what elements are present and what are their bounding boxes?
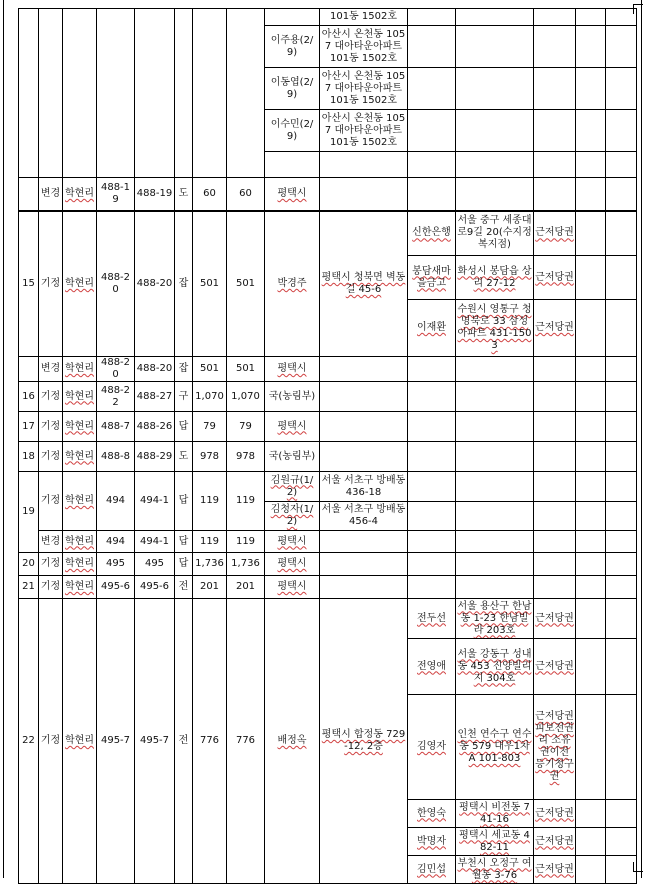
- right-type: 근저당권: [534, 599, 576, 639]
- land-category: 도: [175, 442, 193, 472]
- row-kind: 기정: [39, 442, 63, 472]
- new-lot: 495-7: [135, 599, 175, 884]
- ri-name: 학현리: [63, 472, 97, 531]
- row-kind: 기정: [39, 553, 63, 576]
- parcel-number: 15: [19, 211, 39, 357]
- table-row: [19, 412, 637, 442]
- new-lot: 488-26: [135, 412, 175, 442]
- land-category: 답: [175, 531, 193, 553]
- area-before: 201: [193, 576, 227, 599]
- area-before: 501: [193, 357, 227, 382]
- parcel-number: 21: [19, 576, 39, 599]
- right-holder-address: 수원시 영통구 청명북로 33 삼성아파트 431-1503: [456, 300, 534, 357]
- right-type: 근저당권: [534, 800, 576, 828]
- area-after: 1,070: [227, 382, 265, 412]
- area-before: 1,070: [193, 382, 227, 412]
- row-kind: 기정: [39, 211, 63, 357]
- area-after: 119: [227, 472, 265, 531]
- old-lot: 488-19: [97, 178, 135, 211]
- owner-name: 이동엽(2/9): [265, 68, 320, 110]
- ri-name: 학현리: [63, 553, 97, 576]
- old-lot: 495-7: [97, 599, 135, 884]
- owner-name: 평택시: [265, 357, 320, 382]
- parcel-number: 19: [19, 472, 39, 553]
- new-lot: 494-1: [135, 472, 175, 531]
- land-category: 답: [175, 553, 193, 576]
- owner-name: 평택시: [265, 576, 320, 599]
- ri-name: 학현리: [63, 576, 97, 599]
- new-lot: 494-1: [135, 531, 175, 553]
- row-kind: 기정: [39, 599, 63, 884]
- right-holder-address: 서울 용산구 한남동 1-23 한남빌라 203호: [456, 599, 534, 639]
- area-after: 60: [227, 178, 265, 211]
- right-margin-line: [641, 0, 642, 878]
- area-before: 60: [193, 178, 227, 211]
- row-kind: 기정: [39, 472, 63, 531]
- area-before: 79: [193, 412, 227, 442]
- new-lot: 488-20: [135, 211, 175, 357]
- land-category: 전: [175, 576, 193, 599]
- new-lot: 488-19: [135, 178, 175, 211]
- owner-address: 서울 서초구 방배동 456-4: [320, 502, 408, 531]
- area-after: 119: [227, 531, 265, 553]
- ri-name: 학현리: [63, 211, 97, 357]
- corner-mark-top-right-h: [633, 4, 643, 5]
- ri-name: 학현리: [63, 599, 97, 884]
- owner-address: 아산시 온천동 1057 대아타운아파트 101동 1502호: [320, 26, 408, 68]
- right-holder: 김민섭: [408, 856, 456, 884]
- right-holder: 신한은행: [408, 211, 456, 256]
- table-row: [19, 211, 637, 256]
- table-row: [19, 357, 637, 382]
- row-kind: 변경: [39, 531, 63, 553]
- ri-name: 학현리: [63, 382, 97, 412]
- owner-name: 이수민(2/9): [265, 110, 320, 152]
- table-row: [19, 9, 637, 26]
- area-before: 501: [193, 211, 227, 357]
- area-before: 1,736: [193, 553, 227, 576]
- parcel-number: 16: [19, 382, 39, 412]
- new-lot: 495: [135, 553, 175, 576]
- land-category: 잡: [175, 357, 193, 382]
- area-after: 201: [227, 576, 265, 599]
- ri-name: 학현리: [63, 531, 97, 553]
- ri-name: 학현리: [63, 178, 97, 211]
- right-type: 근저당권: [534, 639, 576, 695]
- right-holder-address: 화성시 봉담읍 상리 27-12: [456, 256, 534, 300]
- old-lot: 495-6: [97, 576, 135, 599]
- table-row: [19, 576, 637, 599]
- table-row: [19, 442, 637, 472]
- owner-address: 평택시 합정동 729-12, 2층: [320, 599, 408, 884]
- right-holder: 김영자: [408, 695, 456, 800]
- owner-name: 국(농림부): [265, 442, 320, 472]
- old-lot: 488-20: [97, 211, 135, 357]
- right-holder-address: 서울 강동구 성내동 453 진양빌리지 304호: [456, 639, 534, 695]
- right-holder: 한영숙: [408, 800, 456, 828]
- row-kind: 기정: [39, 412, 63, 442]
- right-holder: 이재환: [408, 300, 456, 357]
- right-holder-address: 부천시 오정구 여월동 3-76: [456, 856, 534, 884]
- right-holder-address: 인천 연수구 연수동 579 대우1차A 101-803: [456, 695, 534, 800]
- parcel-number: 22: [19, 599, 39, 884]
- owner-name: 국(농림부): [265, 382, 320, 412]
- right-type: 근저당권 피보전권리 소유권이전 등기청구권: [534, 695, 576, 800]
- right-holder: 전두선: [408, 599, 456, 639]
- right-holder: 봉담새마을금고: [408, 256, 456, 300]
- area-after: 1,736: [227, 553, 265, 576]
- land-category: 구: [175, 382, 193, 412]
- table-row: [19, 178, 637, 211]
- right-holder-address: 평택시 비전동 741-16: [456, 800, 534, 828]
- right-type: 근저당권: [534, 828, 576, 856]
- area-after: 978: [227, 442, 265, 472]
- new-lot: 488-29: [135, 442, 175, 472]
- old-lot: 488-20: [97, 357, 135, 382]
- parcel-number: 20: [19, 553, 39, 576]
- area-before: 776: [193, 599, 227, 884]
- right-type: 근저당권: [534, 300, 576, 357]
- new-lot: 488-27: [135, 382, 175, 412]
- row-kind: 변경: [39, 357, 63, 382]
- area-after: 501: [227, 357, 265, 382]
- ri-name: 학현리: [63, 357, 97, 382]
- table-row: [19, 382, 637, 412]
- owner-name: 평택시: [265, 178, 320, 211]
- land-owner-table: [18, 8, 637, 884]
- owner-name: 김청자(1/2): [265, 502, 320, 531]
- land-category: 전: [175, 599, 193, 884]
- owner-name: 배정옥: [265, 599, 320, 884]
- owner-name: 평택시: [265, 531, 320, 553]
- owner-address: 평택시 청북면 벽동길 45-6: [320, 211, 408, 357]
- right-holder-address: 평택시 세교동 482-11: [456, 828, 534, 856]
- new-lot: 495-6: [135, 576, 175, 599]
- old-lot: 488-22: [97, 382, 135, 412]
- owner-address: 101동 1502호: [320, 9, 408, 26]
- owner-name: 김원규(1/2): [265, 472, 320, 502]
- table-row: [19, 553, 637, 576]
- left-margin-line: [3, 0, 4, 878]
- right-holder: 박명자: [408, 828, 456, 856]
- parcel-number: 18: [19, 442, 39, 472]
- area-after: 501: [227, 211, 265, 357]
- old-lot: 495: [97, 553, 135, 576]
- ri-name: 학현리: [63, 412, 97, 442]
- row-kind: 기정: [39, 576, 63, 599]
- area-before: 119: [193, 472, 227, 531]
- right-holder-address: 서울 중구 세종대로9길 20(수지정복지점): [456, 211, 534, 256]
- old-lot: 488-8: [97, 442, 135, 472]
- old-lot: 488-7: [97, 412, 135, 442]
- row-kind: 변경: [39, 178, 63, 211]
- owner-name: 평택시: [265, 412, 320, 442]
- ri-name: 학현리: [63, 442, 97, 472]
- right-type: 근저당권: [534, 256, 576, 300]
- right-type: 근저당권: [534, 211, 576, 256]
- table-row: [19, 531, 637, 553]
- parcel-number: 17: [19, 412, 39, 442]
- right-holder: 전영애: [408, 639, 456, 695]
- table-row: [19, 472, 637, 502]
- area-before: 978: [193, 442, 227, 472]
- owner-name: 이주용(2/9): [265, 26, 320, 68]
- owner-address: 아산시 온천동 1057 대아타운아파트 101동 1502호: [320, 110, 408, 152]
- owner-address: 아산시 온천동 1057 대아타운아파트 101동 1502호: [320, 68, 408, 110]
- old-lot: 494: [97, 531, 135, 553]
- owner-name: 박경주: [265, 211, 320, 357]
- new-lot: 488-20: [135, 357, 175, 382]
- table-row: [19, 599, 637, 639]
- owner-name: 평택시: [265, 553, 320, 576]
- area-after: 776: [227, 599, 265, 884]
- right-type: 근저당권: [534, 856, 576, 884]
- owner-address: 서울 서초구 방배동 436-18: [320, 472, 408, 502]
- area-before: 119: [193, 531, 227, 553]
- row-kind: 기정: [39, 382, 63, 412]
- land-category: 답: [175, 472, 193, 531]
- area-after: 79: [227, 412, 265, 442]
- land-category: 답: [175, 412, 193, 442]
- old-lot: 494: [97, 472, 135, 531]
- land-category: 도: [175, 178, 193, 211]
- land-category: 잡: [175, 211, 193, 357]
